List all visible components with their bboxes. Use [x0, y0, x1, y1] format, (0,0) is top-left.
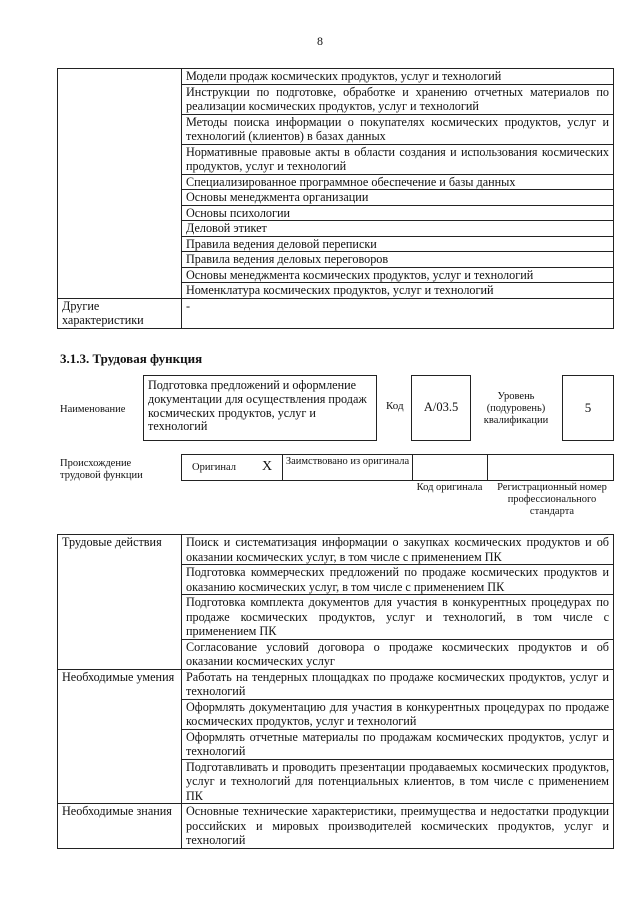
original-code-caption: Код оригинала: [416, 482, 483, 493]
table-cell: Основы психологии: [182, 205, 614, 221]
registration-number-cell: [488, 455, 615, 480]
original-code-cell: [413, 455, 488, 480]
table-cell: Работать на тендерных площадках по продаже космических продуктов, услуг и технологий: [182, 669, 614, 699]
table-cell: Основные технические характеристики, преимущества и недостатки продукции российских и мировых производителей космических продуктов, услуг и технологий: [182, 804, 614, 849]
borrowed-cell: Заимствовано из оригинала: [283, 455, 413, 480]
table-cell: Правила ведения деловой переписки: [182, 236, 614, 252]
table-cell: Оформлять документацию для участия в конкурентных процедурах по продаже космических продуктов, услуг и технологий: [182, 699, 614, 729]
table-cell: Основы менеджмента космических продуктов, услуг и технологий: [182, 267, 614, 283]
function-code-box: A/03.5: [411, 375, 471, 441]
original-cell: [182, 455, 283, 480]
table-row: [58, 535, 614, 565]
empty-label-cell: [58, 69, 182, 299]
table-cell: Номенклатура космических продуктов, услуг и технологий: [182, 283, 614, 299]
other-characteristics-value: -: [182, 298, 614, 328]
table-cell: Подготовка коммерческих предложений по продаже космических продуктов и оказанию космических услуг, в том числе с применением ПК: [182, 565, 614, 595]
qualification-level-label: Уровень (подуровень) квалификации: [483, 391, 549, 426]
origin-row: [181, 454, 614, 481]
other-characteristics-label: Другие характеристики: [58, 298, 182, 328]
table-cell: Подготавливать и проводить презентации продаваемых космических продуктов, услуг и технологий для потенциальных клиентов, в том числе с применением ПК: [182, 759, 614, 804]
table-cell: Инструкции по подготовке, обработке и хранению отчетных материалов по реализации космических продуктов, услуг и технологий: [182, 84, 614, 114]
table-cell: Деловой этикет: [182, 221, 614, 237]
required-skills-label: Необходимые умения: [58, 669, 182, 804]
table-row: [58, 298, 614, 328]
function-name-box: Подготовка предложений и оформление документации для осуществления продаж космических продуктов, услуг и технологий: [143, 375, 377, 441]
table-cell: Специализированное программное обеспечение и базы данных: [182, 174, 614, 190]
required-knowledge-label: Необходимые знания: [58, 804, 182, 849]
name-label: Наименование: [60, 404, 126, 415]
origin-label: Происхождение трудовой функции: [60, 458, 143, 481]
table-cell: Модели продаж космических продуктов, услуг и технологий: [182, 69, 614, 85]
table-cell: Поиск и систематизация информации о закупках космических продуктов и об оказании космических услуг, в том числе с применением ПК: [182, 535, 614, 565]
table-cell: Основы менеджмента организации: [182, 190, 614, 206]
table-row: [58, 804, 614, 849]
labor-actions-label: Трудовые действия: [58, 535, 182, 670]
knowledge-table: [57, 68, 614, 329]
original-mark: X: [262, 459, 273, 474]
qualification-level-box: 5: [562, 375, 614, 441]
registration-number-caption: Регистрационный номер профессионального стандарта: [497, 482, 607, 517]
table-cell: Методы поиска информации о покупателях космических продуктов, услуг и технологий (клиентов) в базах данных: [182, 114, 614, 144]
original-label: Оригинал: [192, 462, 236, 473]
table-cell: Нормативные правовые акты в области создания и использования космических продуктов, услуг и технологий: [182, 144, 614, 174]
table-row: [58, 69, 614, 85]
table-cell: Подготовка комплекта документов для участия в конкурентных процедурах по продаже космических продуктов, услуг и технологий, в том числе с применением ПК: [182, 595, 614, 640]
function-details-table: [57, 534, 614, 849]
table-row: [58, 669, 614, 699]
code-label: Код: [386, 400, 404, 412]
page-number: 8: [317, 34, 323, 48]
table-cell: Оформлять отчетные материалы по продажам космических продуктов, услуг и технологий: [182, 729, 614, 759]
table-cell: Правила ведения деловых переговоров: [182, 252, 614, 268]
section-title: 3.1.3. Трудовая функция: [60, 351, 203, 366]
table-cell: Согласование условий договора о продаже космических продуктов и об оказании космических услуг: [182, 639, 614, 669]
